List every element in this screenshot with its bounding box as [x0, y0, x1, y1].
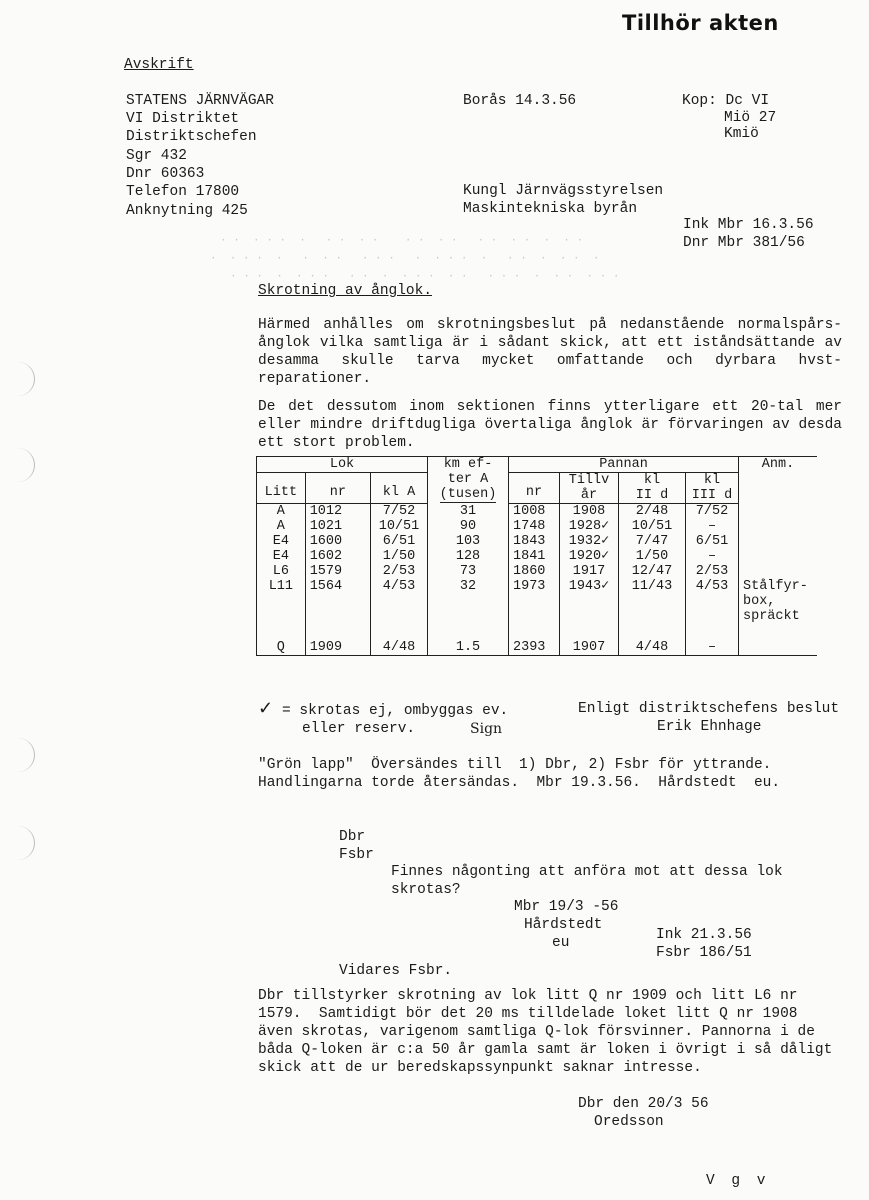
sender-ext: Anknytning 425 [126, 203, 248, 219]
legend-text: = skrotas ej, ombyggas ev. [282, 703, 509, 719]
cell-kla: 6/51 [370, 534, 427, 549]
copies-line: Kmiö [724, 126, 759, 142]
cell-nr: 1600 [305, 534, 370, 549]
cell-kl3: – [686, 519, 739, 534]
cell-tillv [560, 594, 619, 609]
cell-km: 32 [428, 579, 509, 594]
punch-hole [0, 738, 35, 772]
bleed-through-text: · · · · · · · · · · · · · · · · · · · · · [220, 235, 584, 247]
cell-anm [739, 534, 818, 549]
cell-anm [739, 519, 818, 534]
cell-litt: A [257, 504, 306, 520]
cell-tillv: 1907 [560, 624, 619, 656]
cell-kla: 7/52 [370, 504, 427, 520]
header-litt: Litt [257, 473, 306, 504]
opinion-line: 1579. Samtidigt bör det 20 ms tilldelade loket litt Q nr 1908 [258, 1006, 798, 1022]
opinion-line: båda Q-loken är c:a 50 år gamla samt är loken i övrigt i så dåligt [258, 1042, 833, 1058]
cell-litt [257, 594, 306, 609]
cell-km [428, 609, 509, 624]
table-row [257, 624, 818, 656]
cell-litt: L6 [257, 564, 306, 579]
routing-dbr: Dbr [339, 829, 366, 845]
copies-line: Miö 27 [724, 110, 777, 126]
cell-anm [739, 504, 818, 520]
green-note-line: Handlingarna torde återsändas. Mbr 19.3.56. Hårdstedt eu. [258, 775, 781, 791]
mbr-sign-line: Hårdstedt [524, 917, 603, 933]
cell-kla: 10/51 [370, 519, 427, 534]
routing-fsbr: Fsbr [339, 847, 374, 863]
receipt-line: Ink Mbr 16.3.56 [683, 217, 814, 233]
document-heading: Avskrift [124, 57, 194, 73]
sender-district: VI Distriktet [126, 111, 240, 127]
turn-over-note: V g v [706, 1173, 770, 1189]
opinion-line: även skrotas, varigenom samtliga Q-lok försvinner. Pannorna i de [258, 1024, 815, 1040]
cell-nr: 1909 [305, 624, 370, 656]
cell-km: 90 [428, 519, 509, 534]
cell-pnr [509, 609, 560, 624]
table-row [257, 609, 818, 624]
cell-tillv [560, 609, 619, 624]
cell-kl2: 1/50 [619, 549, 686, 564]
cell-nr [305, 609, 370, 624]
place-date: Borås 14.3.56 [463, 93, 577, 109]
cell-litt: Q [257, 624, 306, 656]
table-row [257, 579, 818, 594]
cell-nr: 1021 [305, 519, 370, 534]
cell-kla: 1/50 [370, 549, 427, 564]
cell-kl3: – [686, 549, 739, 564]
cell-kla: 4/53 [370, 579, 427, 594]
cell-kl2: 12/47 [619, 564, 686, 579]
cell-anm [739, 564, 818, 579]
cell-anm [739, 624, 818, 656]
table-row [257, 594, 818, 609]
closing-signer: Oredsson [594, 1114, 664, 1130]
cell-nr [305, 594, 370, 609]
cell-tillv: 1920✓ [560, 549, 619, 564]
table-row [257, 534, 818, 549]
cell-litt: A [257, 519, 306, 534]
cell-kl2: 2/48 [619, 504, 686, 520]
closing-date: Dbr den 20/3 56 [578, 1096, 709, 1112]
cell-kla: 2/53 [370, 564, 427, 579]
cell-litt: L11 [257, 579, 306, 594]
opinion-line: Dbr tillstyrker skrotning av lok litt Q nr 1909 och litt L6 nr [258, 988, 798, 1004]
opinion-line: skick att de ur beredskapssynpunkt saknar intresse. [258, 1060, 702, 1076]
cell-km: 73 [428, 564, 509, 579]
cell-kl2: 4/48 [619, 624, 686, 656]
header-boiler-nr: nr [509, 473, 560, 504]
cell-anm: box, [743, 594, 776, 609]
cell-kl3 [686, 594, 739, 609]
cell-kl2: 11/43 [619, 579, 686, 594]
cell-tillv: 1928✓ [560, 519, 619, 534]
sender-chief: Distriktschefen [126, 129, 257, 145]
decision-signer: Erik Ehnhage [657, 719, 762, 735]
header-lok: Lok [257, 457, 428, 473]
cell-kl2: 7/47 [619, 534, 686, 549]
cell-kl2: 10/51 [619, 519, 686, 534]
cell-anm: spräckt [743, 609, 800, 624]
cell-kl3: 2/53 [686, 564, 739, 579]
cell-km [428, 594, 509, 609]
paragraph-request: Härmed anhålles om skrotningsbeslut på nedanstående normalspårs-ånglok vilka samtliga är i sådant skick, att ett iståndsättande av desamma skulle tarva mycket omfattande och dyrbara hvst-reparationer. [258, 317, 842, 387]
header-nr: nr [305, 473, 370, 504]
mbr-sign-line: Mbr 19/3 -56 [514, 899, 619, 915]
cell-kla: 4/48 [370, 624, 427, 656]
cell-pnr: 1748 [509, 519, 560, 534]
cell-kl3: 4/53 [686, 579, 739, 594]
cell-pnr: 1841 [509, 549, 560, 564]
header-pannan: Pannan [509, 457, 739, 473]
table-row [257, 504, 818, 520]
legend-text: eller reserv. [302, 721, 416, 737]
cell-km: 103 [428, 534, 509, 549]
subject-line: Skrotning av ånglok. [258, 283, 433, 299]
cell-nr: 1564 [305, 579, 370, 594]
receipt-line: Ink 21.3.56 [656, 927, 752, 943]
bleed-through-text: · · · · · · · · · · · · · · · · · · · · · · [210, 253, 600, 265]
cell-litt [257, 609, 306, 624]
cell-kl3: – [686, 624, 739, 656]
recipient-line: Kungl Järnvägsstyrelsen [463, 183, 664, 199]
header-tillv: Tillv år [560, 473, 619, 504]
punch-hole [0, 826, 35, 860]
cell-kl3 [686, 609, 739, 624]
checkmark-icon: ✓ [258, 698, 274, 719]
cell-tillv: 1943✓ [560, 579, 619, 594]
sender-phone: Telefon 17800 [126, 184, 240, 200]
locomotive-table [256, 456, 817, 656]
cell-pnr: 1843 [509, 534, 560, 549]
punch-hole [0, 448, 35, 482]
paragraph-storage: De det dessutom inom sektionen finns ytterligare ett 20-tal mer eller mindre driftdugliga övertaliga ånglok är förvaringen av desda ett stort problem. [258, 399, 842, 451]
cell-km: 31 [428, 504, 509, 520]
table-row [257, 564, 818, 579]
table-row [257, 549, 818, 564]
mbr-sign-line: eu [552, 935, 570, 951]
cell-litt: E4 [257, 534, 306, 549]
cell-pnr: 1008 [509, 504, 560, 520]
cell-pnr: 1860 [509, 564, 560, 579]
cell-anm [739, 549, 818, 564]
cell-kla [370, 594, 427, 609]
recipient-line: Maskintekniska byrån [463, 201, 638, 217]
archive-stamp: Tillhör akten [622, 11, 779, 35]
cell-kl3: 6/51 [686, 534, 739, 549]
cell-tillv: 1917 [560, 564, 619, 579]
receipt-line: Fsbr 186/51 [656, 945, 752, 961]
sender-sgr: Sgr 432 [126, 148, 187, 164]
cell-pnr: 1973 [509, 579, 560, 594]
cell-pnr: 2393 [509, 624, 560, 656]
cell-kl2 [619, 609, 686, 624]
cell-kl3: 7/52 [686, 504, 739, 520]
header-kl-iii: kl III d [686, 473, 739, 504]
header-anm: Anm. [739, 457, 818, 504]
question-line: skrotas? [391, 882, 461, 898]
cell-litt: E4 [257, 549, 306, 564]
cell-kl2 [619, 594, 686, 609]
sender-org: STATENS JÄRNVÄGAR [126, 93, 274, 109]
forward-line: Vidares Fsbr. [339, 963, 453, 979]
cell-kla [370, 609, 427, 624]
question-line: Finnes någonting att anföra mot att dessa lok [391, 864, 783, 880]
receipt-line: Dnr Mbr 381/56 [683, 235, 805, 251]
cell-nr: 1012 [305, 504, 370, 520]
header-kl-a: kl A [370, 473, 427, 504]
cell-pnr [509, 594, 560, 609]
cell-anm: Stålfyr- [743, 579, 808, 594]
copies-line: Kop: Dc VI [682, 93, 770, 109]
table-row [257, 519, 818, 534]
header-km: km ef- ter A (tusen) [428, 457, 509, 504]
header-kl-ii: kl II d [619, 473, 686, 504]
cell-nr: 1602 [305, 549, 370, 564]
cell-km: 1.5 [428, 624, 509, 656]
legend-sign: Sign [470, 721, 503, 737]
decision-line: Enligt distriktschefens beslut [578, 701, 840, 717]
sender-dnr: Dnr 60363 [126, 166, 205, 182]
cell-km: 128 [428, 549, 509, 564]
green-note-line: "Grön lapp" Översändes till 1) Dbr, 2) Fsbr för yttrande. [258, 757, 772, 773]
cell-tillv: 1908 [560, 504, 619, 520]
cell-nr: 1579 [305, 564, 370, 579]
punch-hole [0, 362, 35, 396]
cell-tillv: 1932✓ [560, 534, 619, 549]
bleed-through-text: · · · · · · · · · · · · · · · · · · · · · · · · [230, 271, 620, 283]
